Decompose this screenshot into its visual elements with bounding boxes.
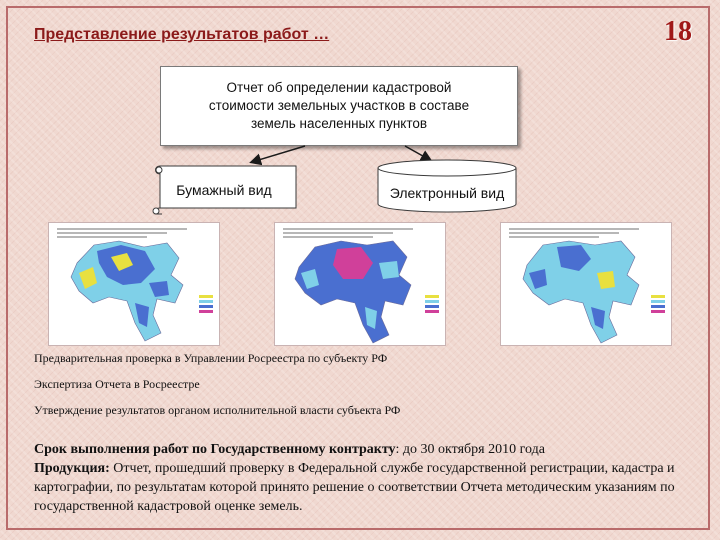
product-line — [34, 459, 694, 516]
slide-number: 18 — [664, 16, 692, 47]
electronic-form-node — [376, 158, 518, 214]
map-thumbnail-3 — [500, 222, 672, 346]
step-item: Предварительная проверка в Управлении Росреестра по субъекту РФ — [34, 351, 388, 365]
map-image-3 — [501, 223, 672, 346]
map-legend — [425, 295, 439, 315]
map-legend — [199, 295, 213, 315]
slide-title: Представление результатов работ … — [34, 26, 330, 43]
paper-form-label: Бумажный вид — [176, 182, 272, 198]
step-item: Утверждение результатов органом исполнительной власти субъекта РФ — [34, 403, 401, 417]
report-line-3: земель населенных пунктов — [250, 116, 428, 132]
report-line-2: стоимости земельных участков в составе — [208, 97, 470, 113]
deadline-value: : до 30 октября 2010 года — [395, 442, 545, 457]
map-thumbnail-1 — [48, 222, 220, 346]
map-legend — [651, 295, 665, 315]
deadline-label: Срок выполнения работ по Государственному контракту — [34, 442, 396, 457]
product-text: Отчет, прошедший проверку в Федеральной службе государственной регистрации, кадастра и картографии, по результатам которой принято решение о соответствии Отчета методическим указаниям по государственной кадастровой оценке земель. — [34, 461, 675, 514]
product-label: Продукция: — [34, 461, 110, 476]
step-item: Экспертиза Отчета в Росреестре — [34, 377, 200, 391]
map-image-1 — [49, 223, 220, 346]
report-line-1: Отчет об определении кадастровой — [226, 79, 452, 95]
map-image-2 — [275, 223, 446, 346]
deadline-line — [34, 440, 694, 459]
electronic-form-label: Электронный вид — [389, 185, 505, 201]
contract-details — [34, 440, 694, 516]
map-thumbnail-2 — [274, 222, 446, 346]
paper-form-node — [150, 160, 298, 216]
approval-steps — [34, 350, 674, 428]
